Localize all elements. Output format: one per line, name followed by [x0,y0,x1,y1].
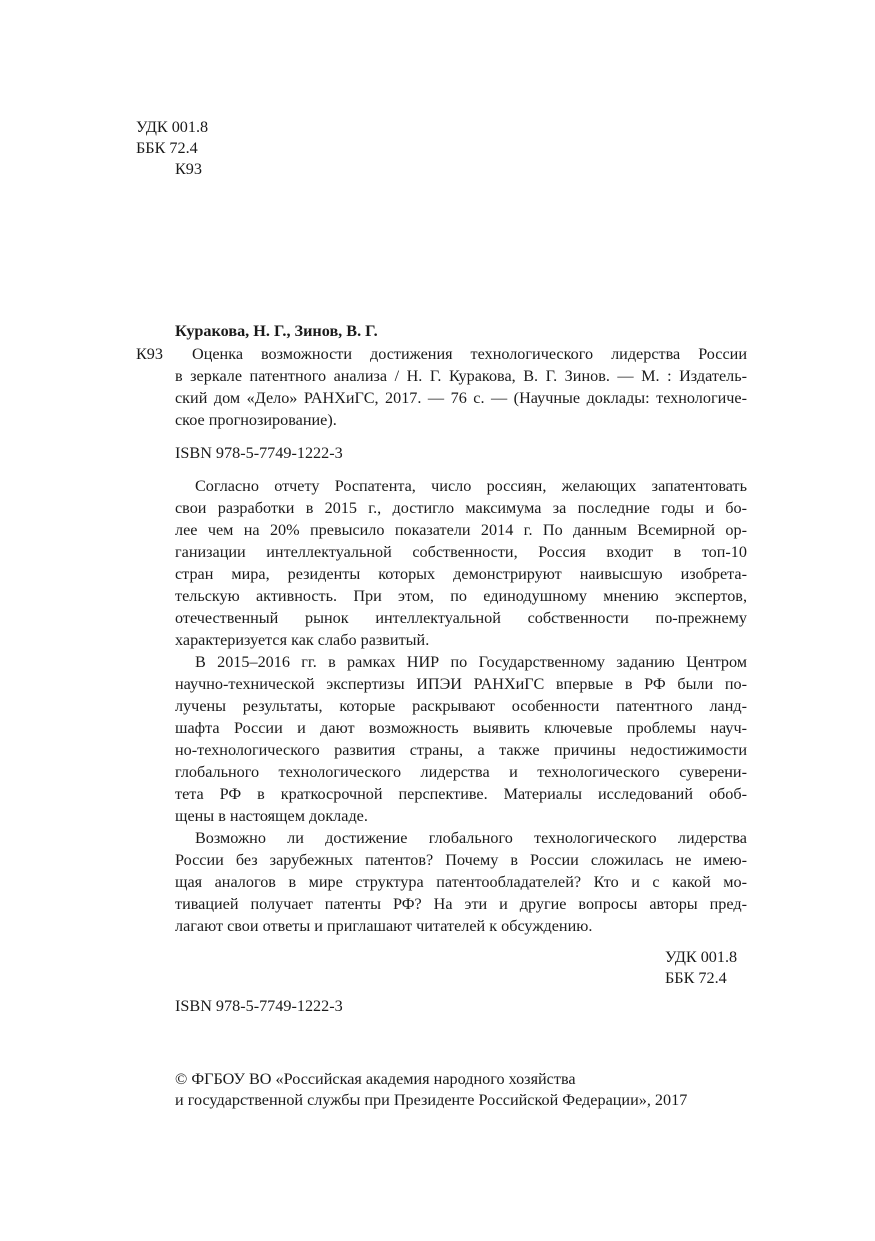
record-description-line: ский дом «Дело» РАНХиГС, 2017. — 76 с. — (Научные доклады: технологиче- [175,389,747,407]
isbn-bottom: ISBN 978-5-7749-1222-3 [175,997,343,1015]
abstract-line: щая аналогов в мире структура патентообладателей? Кто и с какой мо- [175,873,747,891]
bbk-top: ББК 72.4 [136,139,198,157]
record-description-line: в зеркале патентного анализа / Н. Г. Куракова, В. Г. Зинов. — М. : Издатель- [175,367,747,385]
abstract-line: но-технологического развития страны, а также причины недостижимости [175,741,747,759]
abstract-line: тельскую активность. При этом, по единодушному мнению экспертов, [175,587,747,605]
record-isbn: ISBN 978-5-7749-1222-3 [175,444,343,462]
abstract-line: научно-технической экспертизы ИПЭИ РАНХиГС впервые в РФ были по- [175,675,747,693]
author-mark-top: К93 [175,160,202,178]
copyright-line: © ФГБОУ ВО «Российская академия народного хозяйства [175,1070,576,1088]
copyright-line: и государственной службы при Президенте Российской Федерации», 2017 [175,1091,688,1109]
abstract-line: Согласно отчету Роспатента, число россиян, желающих запатентовать [195,477,747,495]
abstract-line: отечественный рынок интеллектуальной собственности по-прежнему [175,609,747,627]
abstract-line: Возможно ли достижение глобального технологического лидерства [195,829,747,847]
abstract-line: характеризуется как слабо развитый. [175,631,430,649]
abstract-line: щены в настоящем докладе. [175,807,368,825]
bbk-bottom: ББК 72.4 [665,969,727,987]
abstract-line: лагают свои ответы и приглашают читателей к обсуждению. [175,917,593,935]
udk-bottom: УДК 001.8 [665,948,738,966]
abstract-line: свои разработки в 2015 г., достигло максимума за последние годы и бо- [175,499,747,517]
record-authors: Куракова, Н. Г., Зинов, В. Г. [175,322,378,340]
record-mark: К93 [136,345,163,363]
abstract-line: России без зарубежных патентов? Почему в России сложилась не имею- [175,851,747,869]
record-description-line: ское прогнозирование). [175,411,337,429]
abstract-line: лучены результаты, которые раскрывают особенности патентного ланд- [175,697,747,715]
abstract-line: стран мира, резиденты которых демонстрируют наивысшую изобрета- [175,565,747,583]
abstract-line: тивацией получает патенты РФ? На эти и другие вопросы авторы пред- [175,895,747,913]
abstract-line: шафта России и дают возможность выявить ключевые проблемы науч- [175,719,747,737]
abstract-line: тета РФ в краткосрочной перспективе. Материалы исследований обоб- [175,785,747,803]
abstract-line: В 2015–2016 гг. в рамках НИР по Государственному заданию Центром [195,653,747,671]
record-description-line: Оценка возможности достижения технологического лидерства России [192,345,747,363]
udk-top: УДК 001.8 [136,118,209,136]
abstract-line: глобального технологического лидерства и технологического суверени- [175,763,747,781]
abstract-line: лее чем на 20% превысило показатели 2014 г. По данным Всемирной ор- [175,521,747,539]
abstract-line: ганизации интеллектуальной собственности, Россия входит в топ-10 [175,543,747,561]
